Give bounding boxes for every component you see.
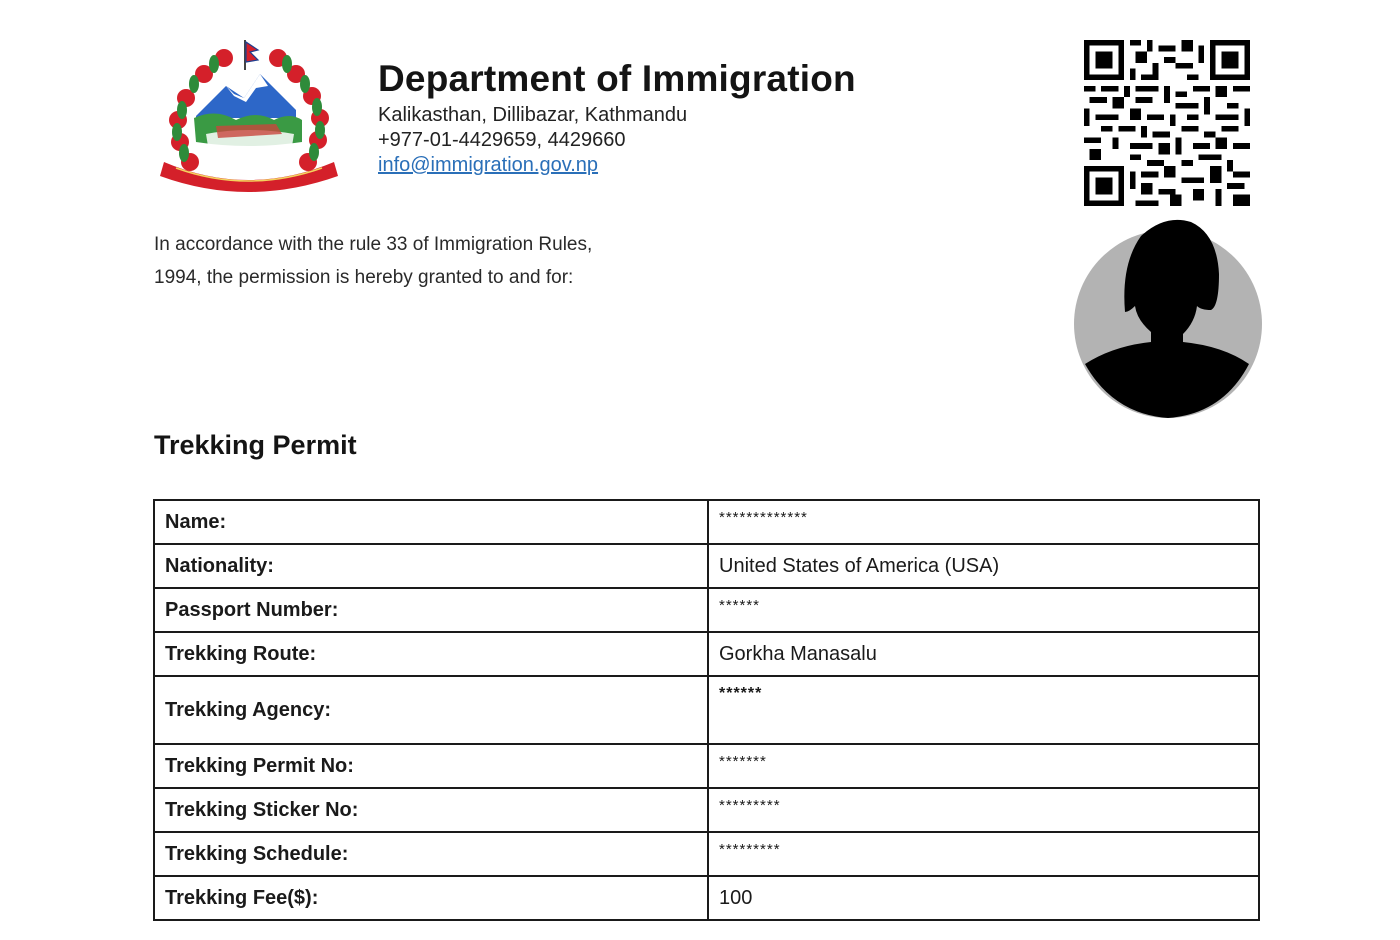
intro-text <box>154 228 674 294</box>
department-address: Kalikasthan, Dillibazar, Kathmandu <box>378 104 688 126</box>
row-value-agency: ****** <box>708 676 1259 744</box>
table-row <box>154 744 1259 788</box>
table-row <box>154 832 1259 876</box>
row-label-name: Name: <box>154 500 708 544</box>
permit-table <box>153 499 1260 921</box>
table-row <box>154 876 1259 920</box>
table-row <box>154 788 1259 832</box>
intro-line-2: 1994, the permission is hereby granted to and for: <box>154 267 574 288</box>
row-label-nationality: Nationality: <box>154 544 708 588</box>
row-value-sticker-no: ********* <box>708 788 1259 832</box>
row-label-route: Trekking Route: <box>154 632 708 676</box>
qr-code-icon <box>1084 40 1250 206</box>
table-row <box>154 632 1259 676</box>
row-value-fee: 100 <box>708 876 1259 920</box>
table-row <box>154 676 1259 744</box>
row-label-sticker-no: Trekking Sticker No: <box>154 788 708 832</box>
section-title: Trekking Permit <box>154 430 357 460</box>
row-value-schedule: ********* <box>708 832 1259 876</box>
row-value-permit-no: ******* <box>708 744 1259 788</box>
row-label-permit-no: Trekking Permit No: <box>154 744 708 788</box>
row-value-name: ************* <box>708 500 1259 544</box>
department-email-link[interactable]: info@immigration.gov.np <box>378 154 599 176</box>
table-row <box>154 500 1259 544</box>
nepal-emblem-icon <box>156 38 342 198</box>
intro-line-1: In accordance with the rule 33 of Immigration Rules, <box>154 234 593 255</box>
row-label-schedule: Trekking Schedule: <box>154 832 708 876</box>
row-label-passport: Passport Number: <box>154 588 708 632</box>
row-label-agency: Trekking Agency: <box>154 676 708 744</box>
row-value-route: Gorkha Manasalu <box>708 632 1259 676</box>
row-value-nationality: United States of America (USA) <box>708 544 1259 588</box>
row-label-fee: Trekking Fee($): <box>154 876 708 920</box>
row-value-passport: ****** <box>708 588 1259 632</box>
table-row <box>154 544 1259 588</box>
department-phone: +977-01-4429659, 4429660 <box>378 129 626 151</box>
department-title: Department of Immigration <box>378 58 856 99</box>
person-silhouette-icon <box>1073 214 1263 418</box>
table-row <box>154 588 1259 632</box>
